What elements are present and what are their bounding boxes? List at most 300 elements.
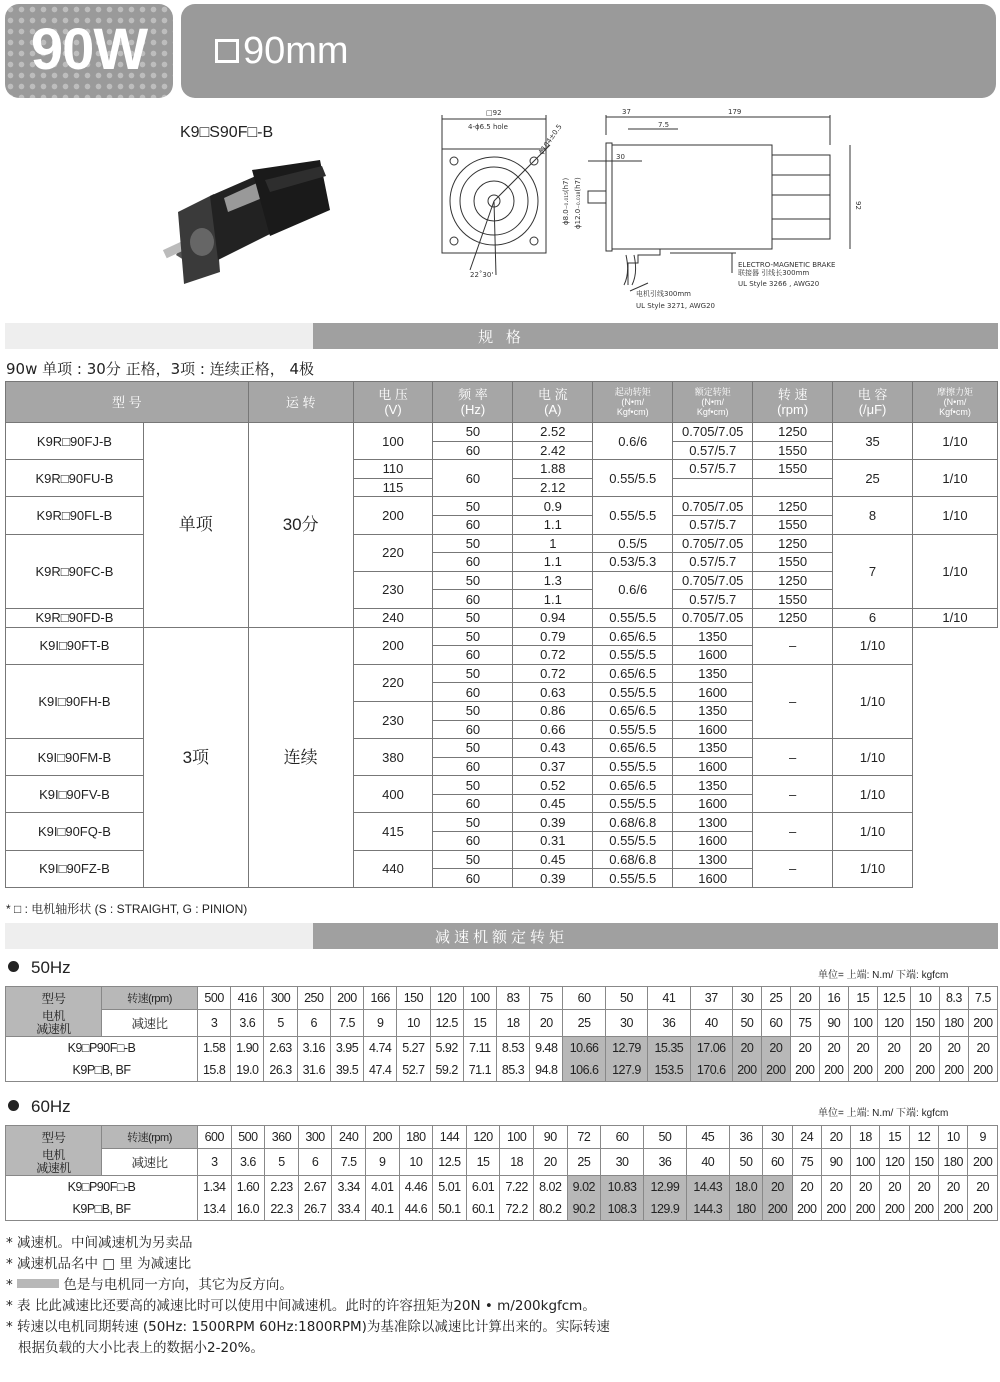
hdr-volt: 电 压 (V) (353, 382, 433, 423)
nm-row (6, 1036, 998, 1059)
frequency-cell: 50 (433, 664, 513, 683)
speed-cell: 100 (500, 1126, 534, 1149)
friction-cell: 1/10 (833, 627, 913, 664)
hdr-cur: 电 流 (A) (513, 382, 593, 423)
ratio-cell: 10 (397, 1010, 430, 1037)
kgf-cell: 16.0 (231, 1198, 265, 1221)
current-cell: 2.52 (513, 423, 593, 442)
nm-cell: 14.43 (686, 1175, 729, 1198)
ratio-cell: 9 (364, 1010, 397, 1037)
kgf-cell: 200 (877, 1059, 910, 1082)
brake-label: ELECTRO-MAGNETIC BRAKE (738, 261, 836, 269)
nm-cell: 15.35 (648, 1036, 690, 1059)
frequency-cell: 50 (433, 850, 513, 869)
ratio-cell: 75 (790, 1010, 819, 1037)
current-cell: 0.79 (513, 627, 593, 646)
speed-cell: 300 (264, 987, 297, 1010)
capacitor-cell: – (753, 664, 833, 738)
motor-photo (160, 160, 340, 290)
kgf-cell: 200 (909, 1198, 938, 1221)
nm-cell: 17.06 (690, 1036, 732, 1059)
voltage-cell: 230 (353, 571, 433, 608)
speed-cell: 360 (265, 1126, 299, 1149)
footnote-5: * 转速以电机同期转速 (50Hz: 1500RPM 60Hz:1800RPM)为基准除以减速比计算出来的。实际转速 (6, 1319, 610, 1335)
start-torque-cell: 0.5/5 (593, 534, 673, 553)
hdr-rated-torque: 额定转矩 (N•m/ Kgf•cm) (673, 382, 753, 423)
speed-cell: 8.3 (939, 987, 968, 1010)
motor-ul: UL Style 3271, AWG20 (636, 302, 715, 310)
speed-cell: 166 (364, 987, 397, 1010)
speed-cell: 25 (761, 987, 790, 1010)
frequency-cell: 60 (433, 869, 513, 888)
speed-cell: 1250 (753, 497, 833, 516)
speed-cell: 416 (231, 987, 264, 1010)
model-cell: K9I□90FT-B (6, 627, 144, 664)
hz50-heading: 50Hz (8, 958, 71, 978)
speed-cell: 250 (297, 987, 330, 1010)
spec-table (5, 381, 998, 888)
voltage-cell: 100 (353, 423, 433, 460)
run-cell: 连续 (248, 627, 353, 887)
ratio-cell: 30 (605, 1010, 647, 1037)
kgf-cell: 200 (732, 1059, 761, 1082)
ratio-cell: 30 (601, 1149, 644, 1176)
nm-cell: 18.0 (729, 1175, 763, 1198)
speed-cell: 300 (298, 1126, 332, 1149)
gray-swatch (17, 1279, 59, 1288)
kgf-cell: 200 (968, 1198, 998, 1221)
ratio-cell: 18 (500, 1149, 534, 1176)
nm-cell: 3.95 (330, 1036, 363, 1059)
nm-cell: 5.01 (433, 1175, 467, 1198)
kgf-cell: 200 (790, 1059, 819, 1082)
hdr-model: 型 号 (6, 382, 249, 423)
spec-header-row (6, 382, 998, 423)
current-cell: 2.42 (513, 441, 593, 460)
capacitor-cell: 6 (833, 608, 913, 627)
speed-cell: 50 (643, 1126, 686, 1149)
nm-cell: 7.22 (500, 1175, 534, 1198)
kgf-cell: 200 (848, 1059, 877, 1082)
footnote-4: * 表 比此减速比还要高的减速比时可以使用中间减速机。此时的许容扭矩为20N • m/200kgfcm。 (6, 1298, 596, 1314)
phase-cell: 3项 (143, 627, 248, 887)
friction-cell: 1/10 (833, 739, 913, 776)
nm-cell: 20 (910, 1036, 939, 1059)
friction-cell: 1/10 (833, 664, 913, 738)
square-icon (215, 39, 239, 63)
ratio-row (6, 1149, 998, 1176)
dim-pcd: ϕ104±0.5 (537, 122, 564, 157)
capacitor-cell: 8 (833, 497, 913, 534)
speed-cell: 60 (563, 987, 605, 1010)
speed-cell: 45 (686, 1126, 729, 1149)
speed-cell: 1350 (673, 627, 753, 646)
kgf-cell: 170.6 (690, 1059, 732, 1082)
rated-torque-cell: 0.57/5.7 (673, 441, 753, 460)
nm-row (6, 1175, 998, 1198)
ratio-cell: 200 (968, 1149, 998, 1176)
speed-cell: 75 (530, 987, 563, 1010)
ratio-cell: 15 (466, 1149, 500, 1176)
kgf-cell: 19.0 (231, 1059, 264, 1082)
frequency-cell: 60 (433, 460, 513, 497)
kgf-cell: 40.1 (365, 1198, 399, 1221)
speed-cell: 500 (198, 987, 231, 1010)
nm-cell: 5.92 (430, 1036, 463, 1059)
speed-cell: 10 (910, 987, 939, 1010)
kgf-cell: 200 (851, 1198, 880, 1221)
current-cell: 0.72 (513, 664, 593, 683)
rated-torque-cell: 0.705/7.05 (673, 534, 753, 553)
speed-cell: 600 (198, 1126, 232, 1149)
speed-row (6, 1126, 998, 1149)
brake-lead: 联接器 引线长300mm (738, 269, 810, 277)
kgf-cell: 71.1 (463, 1059, 496, 1082)
ratio-cell: 180 (939, 1149, 968, 1176)
hdr-speed: 转 速 (rpm) (753, 382, 833, 423)
speed-cell: 500 (231, 1126, 265, 1149)
speed-label: 转速(rpm) (102, 1126, 198, 1149)
kgf-cell: 15.8 (198, 1059, 231, 1082)
speed-cell: 1600 (673, 646, 753, 665)
footnote-6: 根据负载的大小比表上的数据小2-20%。 (18, 1340, 264, 1356)
current-cell: 1 (513, 534, 593, 553)
kgf-cell: 180 (729, 1198, 763, 1221)
rated-torque-cell: 0.705/7.05 (673, 497, 753, 516)
rated-torque-cell (673, 478, 753, 497)
nm-cell: 4.46 (399, 1175, 433, 1198)
current-cell: 0.45 (513, 794, 593, 813)
rated-torque-cell: 0.65/6.5 (593, 776, 673, 795)
friction-cell: 1/10 (833, 776, 913, 813)
kgf-cell: 72.2 (500, 1198, 534, 1221)
speed-cell: 120 (430, 987, 463, 1010)
ratio-cell: 180 (939, 1010, 968, 1037)
nm-cell: 20 (851, 1175, 880, 1198)
dim-7-5: 7.5 (658, 121, 670, 129)
ratio-cell: 40 (686, 1149, 729, 1176)
phase-cell: 单项 (143, 423, 248, 628)
nm-cell: 9.02 (567, 1175, 601, 1198)
frequency-cell: 60 (433, 441, 513, 460)
ratio-cell: 36 (643, 1149, 686, 1176)
voltage-cell: 220 (353, 534, 433, 571)
speed-cell: 180 (399, 1126, 433, 1149)
dim-92: 92 (854, 201, 862, 210)
ratio-cell: 60 (761, 1010, 790, 1037)
nm-cell: 6.01 (466, 1175, 500, 1198)
speed-cell: 1250 (753, 423, 833, 442)
nm-cell: 1.58 (198, 1036, 231, 1059)
kgf-cell: 33.4 (332, 1198, 366, 1221)
ratio-cell: 20 (533, 1149, 567, 1176)
ratio-cell: 50 (732, 1010, 761, 1037)
voltage-cell: 400 (353, 776, 433, 813)
kgf-cell: 127.9 (605, 1059, 647, 1082)
speed-cell: 120 (466, 1126, 500, 1149)
nm-cell: 4.01 (365, 1175, 399, 1198)
current-cell: 1.1 (513, 515, 593, 534)
nm-cell: 2.63 (264, 1036, 297, 1059)
spec-body (6, 423, 998, 888)
capacitor-cell: – (753, 850, 833, 887)
nm-cell: 9.48 (530, 1036, 563, 1059)
speed-cell: 1300 (673, 850, 753, 869)
ratio-cell: 3.6 (231, 1149, 265, 1176)
ratio-cell: 7.5 (332, 1149, 366, 1176)
kgf-cell: 129.9 (643, 1198, 686, 1221)
ratio-cell: 100 (851, 1149, 880, 1176)
frequency-cell: 60 (433, 553, 513, 572)
frequency-cell: 60 (433, 832, 513, 851)
nm-cell: 1.90 (231, 1036, 264, 1059)
kgf-cell: 200 (880, 1198, 909, 1221)
ratio-label: 减速比 (102, 1010, 198, 1037)
nm-cell: 2.67 (298, 1175, 332, 1198)
speed-cell: 15 (880, 1126, 909, 1149)
kgf-cell: 106.6 (563, 1059, 605, 1082)
voltage-cell: 200 (353, 497, 433, 534)
nm-cell: 20 (968, 1175, 998, 1198)
kgf-cell: 200 (968, 1059, 997, 1082)
capacitor-cell: – (753, 627, 833, 664)
voltage-cell: 110 (353, 460, 433, 479)
rated-torque-cell: 0.55/5.5 (593, 794, 673, 813)
spec-section-title: 规 格 (478, 328, 525, 346)
nm-cell: 20 (792, 1175, 821, 1198)
nm-cell: 20 (968, 1036, 997, 1059)
motor-model-2: K9P□B, BF (6, 1198, 198, 1221)
speed-cell: 60 (601, 1126, 644, 1149)
spec-row (6, 423, 998, 442)
nm-cell: 10.66 (563, 1036, 605, 1059)
speed-cell: 1300 (673, 813, 753, 832)
kgf-cell: 200 (939, 1198, 968, 1221)
ratio-cell: 18 (496, 1010, 529, 1037)
ratio-cell: 60 (763, 1149, 792, 1176)
speed-cell: 1350 (673, 664, 753, 683)
current-cell: 0.63 (513, 683, 593, 702)
frequency-cell: 50 (433, 423, 513, 442)
start-torque-cell: 0.6/6 (593, 423, 673, 460)
kgf-cell: 26.7 (298, 1198, 332, 1221)
current-cell: 0.52 (513, 776, 593, 795)
nm-cell: 8.53 (496, 1036, 529, 1059)
ratio-cell: 6 (297, 1010, 330, 1037)
frequency-cell: 50 (433, 776, 513, 795)
kgf-cell: 200 (763, 1198, 792, 1221)
power-badge (5, 4, 173, 98)
rated-torque-cell: 0.55/5.5 (593, 646, 673, 665)
ratio-cell: 90 (819, 1010, 848, 1037)
dim-holes: 4-ϕ6.5 hole (468, 123, 508, 131)
speed-cell: 18 (851, 1126, 880, 1149)
kgf-cell: 31.6 (297, 1059, 330, 1082)
speed-cell: 1350 (673, 776, 753, 795)
dim-37: 37 (622, 108, 631, 116)
model-cell: K9R□90FJ-B (6, 423, 144, 460)
ratio-cell: 120 (880, 1149, 909, 1176)
frequency-cell: 60 (433, 590, 513, 609)
friction-cell: 1/10 (913, 423, 998, 460)
speed-cell: 16 (819, 987, 848, 1010)
rated-torque-cell: 0.57/5.7 (673, 553, 753, 572)
kgf-cell: 108.3 (601, 1198, 644, 1221)
motor-gear-label: 电机 减速机 (6, 1149, 102, 1176)
frequency-cell: 60 (433, 757, 513, 776)
frequency-cell: 50 (433, 739, 513, 758)
kgf-cell: 200 (910, 1059, 939, 1082)
kgf-cell: 52.7 (397, 1059, 430, 1082)
current-cell: 0.94 (513, 608, 593, 627)
footnote-2: * 减速机品名中 □ 里 为减速比 (6, 1256, 192, 1272)
kgf-cell: 200 (939, 1059, 968, 1082)
speed-cell: 72 (567, 1126, 601, 1149)
type-label: 型号 (6, 1126, 102, 1149)
current-cell: 1.3 (513, 571, 593, 590)
current-cell: 0.45 (513, 850, 593, 869)
current-cell: 2.12 (513, 478, 593, 497)
rated-torque-cell: 0.705/7.05 (673, 571, 753, 590)
nm-cell: 10.83 (601, 1175, 644, 1198)
voltage-cell: 380 (353, 739, 433, 776)
speed-cell: 1350 (673, 739, 753, 758)
model-title: K9□S90F□-B (180, 124, 274, 141)
rated-torque-cell: 0.55/5.5 (593, 720, 673, 739)
start-torque-cell: 0.53/5.3 (593, 553, 673, 572)
model-cell: K9R□90FU-B (6, 460, 144, 497)
speed-cell (753, 478, 833, 497)
nm-cell: 20 (761, 1036, 790, 1059)
ratio-cell: 3 (198, 1149, 232, 1176)
speed-cell: 37 (690, 987, 732, 1010)
speed-cell: 1250 (753, 534, 833, 553)
motor-gear-label: 电机 减速机 (6, 1010, 102, 1037)
speed-cell: 1250 (753, 571, 833, 590)
rated-torque-cell: 0.705/7.05 (673, 423, 753, 442)
hz50-table (5, 986, 998, 1082)
rated-torque-cell: 0.55/5.5 (593, 683, 673, 702)
kgf-cell: 144.3 (686, 1198, 729, 1221)
speed-cell: 200 (365, 1126, 399, 1149)
speed-cell: 1550 (753, 515, 833, 534)
motor-model-2: K9P□B, BF (6, 1059, 198, 1082)
voltage-cell: 440 (353, 850, 433, 887)
capacitor-cell: 7 (833, 534, 913, 608)
kgf-cell: 94.8 (530, 1059, 563, 1082)
bullet-icon (8, 1100, 19, 1111)
speed-cell: 7.5 (968, 987, 997, 1010)
rated-torque-cell: 0.55/5.5 (593, 757, 673, 776)
nm-cell: 1.34 (198, 1175, 232, 1198)
hdr-cap: 电 容 (/μF) (833, 382, 913, 423)
voltage-cell: 240 (353, 608, 433, 627)
rated-torque-cell: 0.705/7.05 (673, 608, 753, 627)
hz60-heading: 60Hz (8, 1097, 71, 1117)
speed-cell: 1600 (673, 869, 753, 888)
model-cell: K9I□90FQ-B (6, 813, 144, 850)
frequency-cell: 50 (433, 608, 513, 627)
ratio-cell: 3 (198, 1010, 231, 1037)
ratio-cell: 9 (365, 1149, 399, 1176)
run-cell: 30分 (248, 423, 353, 628)
model-cell: K9R□90FL-B (6, 497, 144, 534)
nm-cell: 20 (763, 1175, 792, 1198)
nm-cell: 1.60 (231, 1175, 265, 1198)
capacitor-cell: – (753, 776, 833, 813)
motor-model-1: K9□P90F□-B (6, 1175, 198, 1198)
model-cell: K9R□90FD-B (6, 608, 144, 627)
capacitor-cell: – (753, 739, 833, 776)
capacitor-cell: 25 (833, 460, 913, 497)
kgf-cell: 26.3 (264, 1059, 297, 1082)
speed-cell: 83 (496, 987, 529, 1010)
speed-cell: 1600 (673, 683, 753, 702)
speed-cell: 30 (763, 1126, 792, 1149)
hz60-unit-note: 单位= 上端: N.m/ 下端: kgfcm (818, 1108, 949, 1119)
speed-cell: 41 (648, 987, 690, 1010)
frequency-cell: 50 (433, 497, 513, 516)
nm-cell: 3.34 (332, 1175, 366, 1198)
capacitor-cell: 35 (833, 423, 913, 460)
voltage-cell: 200 (353, 627, 433, 664)
frequency-cell: 60 (433, 646, 513, 665)
speed-cell: 10 (939, 1126, 968, 1149)
speed-cell: 90 (533, 1126, 567, 1149)
footnote-1: * 减速机。中间减速机为另卖品 (6, 1235, 193, 1251)
current-cell: 1.1 (513, 590, 593, 609)
speed-cell: 144 (433, 1126, 467, 1149)
rated-torque-cell: 0.65/6.5 (593, 701, 673, 720)
speed-cell: 50 (605, 987, 647, 1010)
hdr-freq: 频 率 (Hz) (433, 382, 513, 423)
ratio-cell: 36 (648, 1010, 690, 1037)
ratio-cell: 25 (567, 1149, 601, 1176)
footnotes (6, 1233, 610, 1359)
ratio-cell: 40 (690, 1010, 732, 1037)
speed-label: 转速(rpm) (102, 987, 198, 1010)
rated-torque-cell: 0.65/6.5 (593, 664, 673, 683)
speed-cell: 36 (729, 1126, 763, 1149)
nm-cell: 12.99 (643, 1175, 686, 1198)
frequency-cell: 50 (433, 534, 513, 553)
reducer-section-title: 减速机额定转矩 (434, 928, 568, 946)
ratio-cell: 200 (968, 1010, 997, 1037)
friction-cell: 1/10 (833, 850, 913, 887)
rated-torque-cell: 0.55/5.5 (593, 832, 673, 851)
kgf-cell: 44.6 (399, 1198, 433, 1221)
start-torque-cell: 0.55/5.5 (593, 608, 673, 627)
motor-lead: 电机引线300mm (636, 290, 691, 298)
current-cell: 0.72 (513, 646, 593, 665)
hdr-friction: 摩擦力矩 (N•m/ Kgf•cm) (913, 382, 998, 423)
nm-cell: 20 (939, 1036, 968, 1059)
kgf-cell: 80.2 (533, 1198, 567, 1221)
kgf-cell: 200 (792, 1198, 821, 1221)
speed-cell: 240 (332, 1126, 366, 1149)
nm-cell: 20 (732, 1036, 761, 1059)
kgf-cell: 50.1 (433, 1198, 467, 1221)
hz60-table (5, 1125, 998, 1221)
voltage-cell: 230 (353, 701, 433, 738)
nm-cell: 20 (821, 1175, 850, 1198)
ratio-cell: 5 (264, 1010, 297, 1037)
start-torque-cell: 0.6/6 (593, 571, 673, 608)
nm-cell: 5.27 (397, 1036, 430, 1059)
dim-shaft: ϕ8.0₋₀.₀₁₅(h7) (562, 177, 570, 225)
current-cell: 0.66 (513, 720, 593, 739)
nm-cell: 20 (848, 1036, 877, 1059)
